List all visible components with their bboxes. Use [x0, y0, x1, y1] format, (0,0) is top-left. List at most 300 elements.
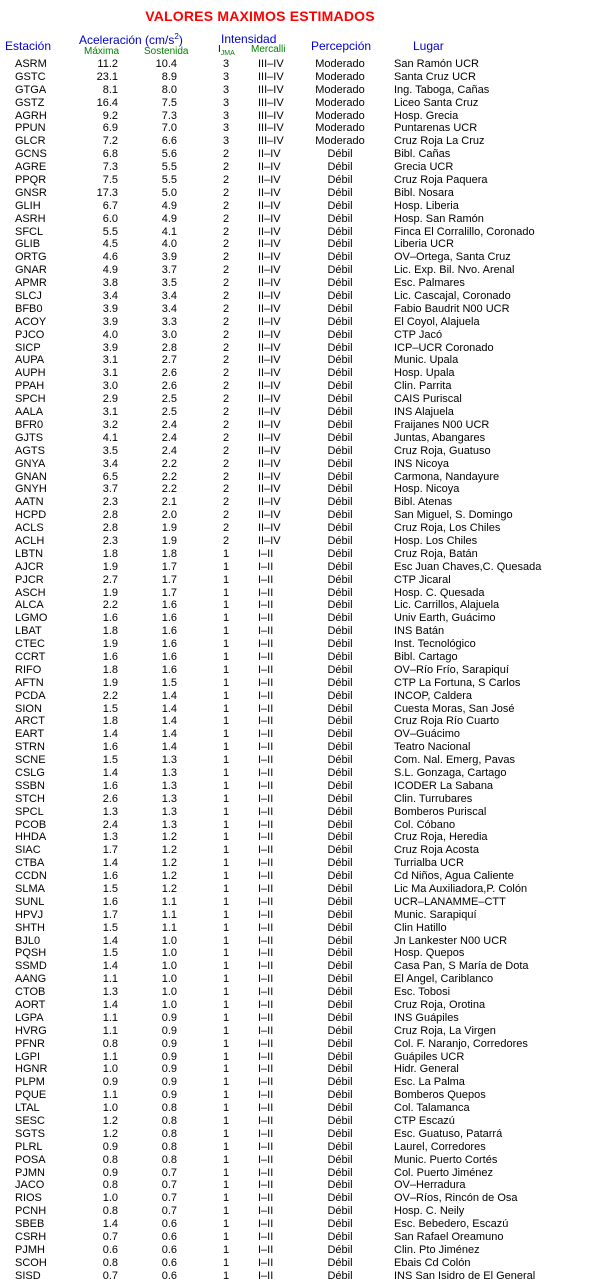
intensity-jma: 3 — [222, 70, 230, 83]
max-acceleration: 2.3 — [102, 496, 118, 509]
max-acceleration: 3.0 — [102, 380, 118, 393]
max-acceleration: 5.5 — [102, 225, 118, 238]
intensity-jma: 1 — [222, 1269, 230, 1282]
intensity-jma: 2 — [222, 367, 230, 380]
sustained-acceleration: 1.4 — [161, 728, 177, 741]
table-row — [0, 960, 590, 973]
max-acceleration: 3.1 — [102, 354, 118, 367]
sustained-acceleration: 1.6 — [161, 638, 177, 651]
perception: Débil — [327, 1218, 353, 1231]
max-acceleration: 3.4 — [102, 457, 118, 470]
station-code: RIOS — [15, 1192, 42, 1205]
max-acceleration: 1.4 — [102, 934, 118, 947]
station-code: GLIH — [15, 199, 41, 212]
table-row — [0, 84, 590, 97]
sustained-acceleration: 0.6 — [161, 1269, 177, 1282]
max-acceleration: 3.9 — [102, 341, 118, 354]
header-aceleracion-close: ) — [178, 33, 183, 47]
perception: Débil — [327, 1269, 353, 1282]
station-code: PCDA — [15, 689, 46, 702]
perception: Débil — [327, 870, 353, 883]
intensity-mercalli: I–II — [258, 1102, 274, 1115]
station-code: SGTS — [15, 1127, 45, 1140]
station-code: LTAL — [15, 1102, 40, 1115]
perception: Débil — [327, 483, 353, 496]
location: OV–Ríos, Rincón de Osa — [394, 1192, 518, 1205]
station-code: AJCR — [15, 560, 44, 573]
max-acceleration: 1.8 — [102, 547, 118, 560]
intensity-jma: 1 — [222, 986, 230, 999]
intensity-mercalli: I–II — [258, 702, 274, 715]
max-acceleration: 0.8 — [102, 1037, 118, 1050]
perception: Débil — [327, 367, 353, 380]
sustained-acceleration: 1.2 — [161, 831, 177, 844]
station-code: ACLS — [15, 522, 44, 535]
table-row — [0, 651, 590, 664]
intensity-mercalli: II–IV — [258, 251, 281, 264]
intensity-jma: 1 — [222, 663, 230, 676]
station-code: AATN — [15, 496, 44, 509]
sustained-acceleration: 1.0 — [161, 986, 177, 999]
perception: Débil — [327, 818, 353, 831]
station-code: GLCR — [15, 135, 46, 148]
station-code: SION — [15, 702, 42, 715]
intensity-jma: 1 — [222, 947, 230, 960]
intensity-mercalli: I–II — [258, 805, 274, 818]
intensity-mercalli: I–II — [258, 1089, 274, 1102]
location: Fabio Baudrit N00 UCR — [394, 302, 510, 315]
station-code: JACO — [15, 1179, 45, 1192]
max-acceleration: 1.0 — [102, 1102, 118, 1115]
intensity-jma: 2 — [222, 264, 230, 277]
intensity-mercalli: II–IV — [258, 212, 281, 225]
sustained-acceleration: 5.6 — [161, 148, 177, 161]
max-acceleration: 4.1 — [102, 431, 118, 444]
perception: Débil — [327, 560, 353, 573]
max-acceleration: 1.2 — [102, 1115, 118, 1128]
sustained-acceleration: 0.6 — [161, 1218, 177, 1231]
intensity-jma: 2 — [222, 212, 230, 225]
location: OV–Río Frío, Sarapiquí — [394, 663, 509, 676]
location: Turrialba UCR — [394, 857, 464, 870]
sustained-acceleration: 1.8 — [161, 547, 177, 560]
perception: Débil — [327, 728, 353, 741]
intensity-jma: 1 — [222, 844, 230, 857]
intensity-jma: 1 — [222, 741, 230, 754]
intensity-mercalli: I–II — [258, 573, 274, 586]
sustained-acceleration: 2.4 — [161, 418, 177, 431]
table-row — [0, 1167, 590, 1180]
intensity-mercalli: II–IV — [258, 496, 281, 509]
max-acceleration: 0.6 — [102, 1243, 118, 1256]
station-code: GNSR — [15, 186, 47, 199]
intensity-jma: 1 — [222, 831, 230, 844]
sustained-acceleration: 0.9 — [161, 1076, 177, 1089]
sustained-acceleration: 2.4 — [161, 444, 177, 457]
intensity-mercalli: II–IV — [258, 483, 281, 496]
intensity-jma: 2 — [222, 251, 230, 264]
max-acceleration: 1.7 — [102, 844, 118, 857]
sustained-acceleration: 2.4 — [161, 431, 177, 444]
station-code: BFR0 — [15, 418, 44, 431]
header-maxima: Máxima — [84, 46, 120, 57]
station-code: SLCJ — [15, 290, 42, 303]
perception: Débil — [327, 1153, 353, 1166]
table-row — [0, 1063, 590, 1076]
intensity-mercalli: I–II — [258, 766, 274, 779]
intensity-mercalli: II–IV — [258, 380, 281, 393]
location: Cruz Roja Acosta — [394, 844, 479, 857]
station-code: GNYA — [15, 457, 46, 470]
page-title: VALORES MAXIMOS ESTIMADOS — [145, 8, 375, 24]
table-row — [0, 561, 590, 574]
location: San Miguel, S. Domingo — [394, 509, 513, 522]
perception: Débil — [327, 779, 353, 792]
sustained-acceleration: 3.4 — [161, 302, 177, 315]
intensity-jma: 1 — [222, 973, 230, 986]
intensity-mercalli: I–II — [258, 934, 274, 947]
sustained-acceleration: 2.2 — [161, 470, 177, 483]
location: Liceo Santa Cruz — [394, 96, 479, 109]
table-row — [0, 1270, 590, 1283]
sustained-acceleration: 7.0 — [161, 122, 177, 135]
perception: Débil — [327, 895, 353, 908]
max-acceleration: 0.9 — [102, 1140, 118, 1153]
location: Col. Talamanca — [394, 1102, 470, 1115]
location: Bibl. Cañas — [394, 148, 451, 161]
intensity-mercalli: II–IV — [258, 534, 281, 547]
header-estacion: Estación — [5, 39, 52, 53]
table-row — [0, 664, 590, 677]
sustained-acceleration: 3.9 — [161, 251, 177, 264]
station-code: CSLG — [15, 766, 45, 779]
intensity-jma: 1 — [222, 728, 230, 741]
table-row — [0, 1076, 590, 1089]
intensity-jma: 2 — [222, 470, 230, 483]
sustained-acceleration: 3.7 — [161, 264, 177, 277]
perception: Débil — [327, 522, 353, 535]
location: Hosp. C. Neily — [394, 1205, 465, 1218]
sustained-acceleration: 0.6 — [161, 1243, 177, 1256]
intensity-mercalli: I–II — [258, 999, 274, 1012]
perception: Débil — [327, 573, 353, 586]
location: Esc. Palmares — [394, 277, 465, 290]
station-code: ALCA — [15, 599, 44, 612]
perception: Débil — [327, 612, 353, 625]
intensity-mercalli: III–IV — [258, 122, 284, 135]
intensity-jma: 3 — [222, 83, 230, 96]
station-code: CCDN — [15, 870, 47, 883]
max-acceleration: 1.1 — [102, 1089, 118, 1102]
sustained-acceleration: 1.6 — [161, 599, 177, 612]
location: Casa Pan, S María de Dota — [394, 960, 529, 973]
intensity-jma: 2 — [222, 277, 230, 290]
table-row — [0, 380, 590, 393]
intensity-jma: 1 — [222, 1231, 230, 1244]
location: Hosp. C. Quesada — [394, 586, 485, 599]
intensity-jma: 1 — [222, 870, 230, 883]
perception: Débil — [327, 973, 353, 986]
intensity-mercalli: II–IV — [258, 277, 281, 290]
sustained-acceleration: 3.0 — [161, 328, 177, 341]
perception: Débil — [327, 741, 353, 754]
intensity-jma: 2 — [222, 393, 230, 406]
perception: Débil — [327, 277, 353, 290]
location: Cruz Roja, La Virgen — [394, 1024, 496, 1037]
table-row — [0, 806, 590, 819]
intensity-mercalli: II–IV — [258, 225, 281, 238]
intensity-jma: 1 — [222, 715, 230, 728]
location: OV–Ortega, Santa Cruz — [394, 251, 511, 264]
intensity-jma: 1 — [222, 754, 230, 767]
sustained-acceleration: 0.8 — [161, 1153, 177, 1166]
table-row — [0, 767, 590, 780]
perception: Moderado — [315, 70, 365, 83]
max-acceleration: 0.7 — [102, 1269, 118, 1282]
station-code: HVRG — [15, 1024, 47, 1037]
table-row — [0, 264, 590, 277]
max-acceleration: 1.0 — [102, 1063, 118, 1076]
max-acceleration: 1.4 — [102, 728, 118, 741]
table-row — [0, 277, 590, 290]
max-acceleration: 6.7 — [102, 199, 118, 212]
perception: Débil — [327, 857, 353, 870]
perception: Débil — [327, 290, 353, 303]
intensity-mercalli: I–II — [258, 857, 274, 870]
location: Esc. Tobosi — [394, 986, 451, 999]
intensity-jma: 1 — [222, 1192, 230, 1205]
perception: Débil — [327, 431, 353, 444]
location: Munic. Upala — [394, 354, 459, 367]
intensity-mercalli: I–II — [258, 1205, 274, 1218]
station-code: AUPH — [15, 367, 46, 380]
intensity-jma: 2 — [222, 302, 230, 315]
table-row — [0, 1051, 590, 1064]
max-acceleration: 2.8 — [102, 509, 118, 522]
table-row — [0, 574, 590, 587]
max-acceleration: 2.2 — [102, 689, 118, 702]
max-acceleration: 1.5 — [102, 921, 118, 934]
max-acceleration: 3.1 — [102, 367, 118, 380]
intensity-jma: 1 — [222, 702, 230, 715]
table-row — [0, 238, 590, 251]
table-row — [0, 638, 590, 651]
station-code: GCNS — [15, 148, 47, 161]
perception: Débil — [327, 186, 353, 199]
perception: Débil — [327, 406, 353, 419]
sustained-acceleration: 1.4 — [161, 702, 177, 715]
intensity-jma: 1 — [222, 1179, 230, 1192]
table-row — [0, 857, 590, 870]
station-code: SICP — [15, 341, 41, 354]
intensity-jma: 1 — [222, 1037, 230, 1050]
intensity-jma: 2 — [222, 315, 230, 328]
perception: Débil — [327, 1192, 353, 1205]
sustained-acceleration: 4.9 — [161, 199, 177, 212]
station-code: SHTH — [15, 921, 45, 934]
intensity-mercalli: I–II — [258, 663, 274, 676]
table-row — [0, 1115, 590, 1128]
perception: Débil — [327, 1011, 353, 1024]
table-row — [0, 419, 590, 432]
intensity-jma: 2 — [222, 354, 230, 367]
table-row — [0, 844, 590, 857]
perception: Débil — [327, 328, 353, 341]
perception: Débil — [327, 174, 353, 187]
intensity-mercalli: I–II — [258, 1127, 274, 1140]
intensity-jma: 1 — [222, 1153, 230, 1166]
location: Lic Ma Auxiliadora,P. Colón — [394, 883, 528, 895]
max-acceleration: 1.5 — [102, 947, 118, 960]
sustained-acceleration: 4.0 — [161, 238, 177, 251]
intensity-mercalli: I–II — [258, 908, 274, 921]
sustained-acceleration: 0.8 — [161, 1115, 177, 1128]
max-acceleration: 1.3 — [102, 831, 118, 844]
intensity-mercalli: I–II — [258, 870, 274, 883]
perception: Débil — [327, 315, 353, 328]
max-acceleration: 3.7 — [102, 483, 118, 496]
table-row — [0, 535, 590, 548]
sustained-acceleration: 1.0 — [161, 999, 177, 1012]
intensity-mercalli: I–II — [258, 960, 274, 973]
sustained-acceleration: 2.5 — [161, 393, 177, 406]
table-row — [0, 445, 590, 458]
station-code: ORTG — [15, 251, 47, 264]
max-acceleration: 1.9 — [102, 560, 118, 573]
intensity-mercalli: I–II — [258, 1037, 274, 1050]
station-code: HGNR — [15, 1063, 48, 1076]
table-row — [0, 909, 590, 922]
sustained-acceleration: 0.9 — [161, 1063, 177, 1076]
location: Juntas, Abangares — [394, 431, 486, 444]
header-i-sub: JMA — [220, 50, 235, 57]
intensity-mercalli: II–IV — [258, 470, 281, 483]
station-code: PLPM — [15, 1076, 45, 1089]
location: Clin. Turrubares — [394, 792, 473, 805]
intensity-jma: 2 — [222, 483, 230, 496]
table-row — [0, 97, 590, 110]
station-code: GNAR — [15, 264, 47, 277]
perception: Débil — [327, 1166, 353, 1179]
intensity-jma: 2 — [222, 406, 230, 419]
table-row — [0, 1205, 590, 1218]
sustained-acceleration: 1.7 — [161, 586, 177, 599]
perception: Débil — [327, 1050, 353, 1063]
max-acceleration: 1.1 — [102, 1050, 118, 1063]
intensity-jma: 1 — [222, 676, 230, 689]
location: INS Batán — [394, 625, 445, 638]
table-row — [0, 612, 590, 625]
location: Liberia UCR — [394, 238, 454, 251]
location: El Angel, Cariblanco — [394, 973, 494, 986]
header-sostenida: Sostenida — [144, 46, 189, 57]
intensity-mercalli: II–IV — [258, 174, 281, 187]
station-code: LGPA — [15, 1011, 44, 1024]
header-lugar: Lugar — [413, 39, 444, 53]
location: Teatro Nacional — [394, 741, 471, 754]
station-code: PPAH — [15, 380, 45, 393]
sustained-acceleration: 1.9 — [161, 534, 177, 547]
station-code: PPUN — [15, 122, 46, 135]
sustained-acceleration: 0.9 — [161, 1089, 177, 1102]
max-acceleration: 1.6 — [102, 612, 118, 625]
sustained-acceleration: 8.9 — [161, 70, 177, 83]
max-acceleration: 0.8 — [102, 1153, 118, 1166]
perception: Débil — [327, 251, 353, 264]
perception: Débil — [327, 638, 353, 651]
max-acceleration: 17.3 — [96, 186, 118, 199]
intensity-jma: 3 — [222, 122, 230, 135]
max-acceleration: 1.4 — [102, 1218, 118, 1231]
perception: Débil — [327, 625, 353, 638]
table-row — [0, 780, 590, 793]
intensity-mercalli: I–II — [258, 715, 274, 728]
perception: Moderado — [315, 109, 365, 122]
max-acceleration: 6.8 — [102, 148, 118, 161]
location: Bomberos Quepos — [394, 1089, 486, 1102]
location: OV–Guácimo — [394, 728, 461, 741]
perception: Débil — [327, 805, 353, 818]
sustained-acceleration: 2.2 — [161, 457, 177, 470]
table-row — [0, 741, 590, 754]
perception: Débil — [327, 354, 353, 367]
intensity-mercalli: I–II — [258, 844, 274, 857]
perception: Débil — [327, 1127, 353, 1140]
perception: Débil — [327, 547, 353, 560]
max-acceleration: 4.5 — [102, 238, 118, 251]
perception: Débil — [327, 1063, 353, 1076]
table-row — [0, 1179, 590, 1192]
intensity-jma: 3 — [222, 109, 230, 122]
intensity-mercalli: I–II — [258, 1140, 274, 1153]
perception: Débil — [327, 702, 353, 715]
table-row — [0, 200, 590, 213]
intensity-mercalli: I–II — [258, 818, 274, 831]
intensity-jma: 1 — [222, 1102, 230, 1115]
location: Ing. Taboga, Cañas — [394, 83, 490, 96]
station-code: AGRH — [15, 109, 47, 122]
station-code: AGTS — [15, 444, 45, 457]
max-acceleration: 2.6 — [102, 792, 118, 805]
location: ICP–UCR Coronado — [394, 341, 494, 354]
perception: Moderado — [315, 135, 365, 148]
sustained-acceleration: 0.8 — [161, 1140, 177, 1153]
location: Cruz Roja, Los Chiles — [394, 522, 501, 535]
perception: Débil — [327, 199, 353, 212]
station-code: SLMA — [15, 883, 45, 895]
sustained-acceleration: 1.3 — [161, 818, 177, 831]
intensity-jma: 3 — [222, 135, 230, 148]
location: Hosp. Liberia — [394, 199, 459, 212]
station-code: SPCH — [15, 393, 46, 406]
perception: Débil — [327, 444, 353, 457]
station-code: PCNH — [15, 1205, 47, 1218]
intensity-mercalli: II–IV — [258, 457, 281, 470]
station-code: PLRL — [15, 1140, 43, 1153]
location: Bomberos Puriscal — [394, 805, 487, 818]
intensity-mercalli: I–II — [258, 921, 274, 934]
intensity-mercalli: I–II — [258, 1050, 274, 1063]
intensity-jma: 2 — [222, 522, 230, 535]
sustained-acceleration: 5.0 — [161, 186, 177, 199]
station-code: PQSH — [15, 947, 47, 960]
header-mercalli: Mercalli — [251, 44, 286, 55]
perception: Débil — [327, 754, 353, 767]
location: Finca El Corralillo, Coronado — [394, 225, 535, 238]
max-acceleration: 3.5 — [102, 444, 118, 457]
table-row — [0, 316, 590, 329]
max-acceleration: 2.9 — [102, 393, 118, 406]
